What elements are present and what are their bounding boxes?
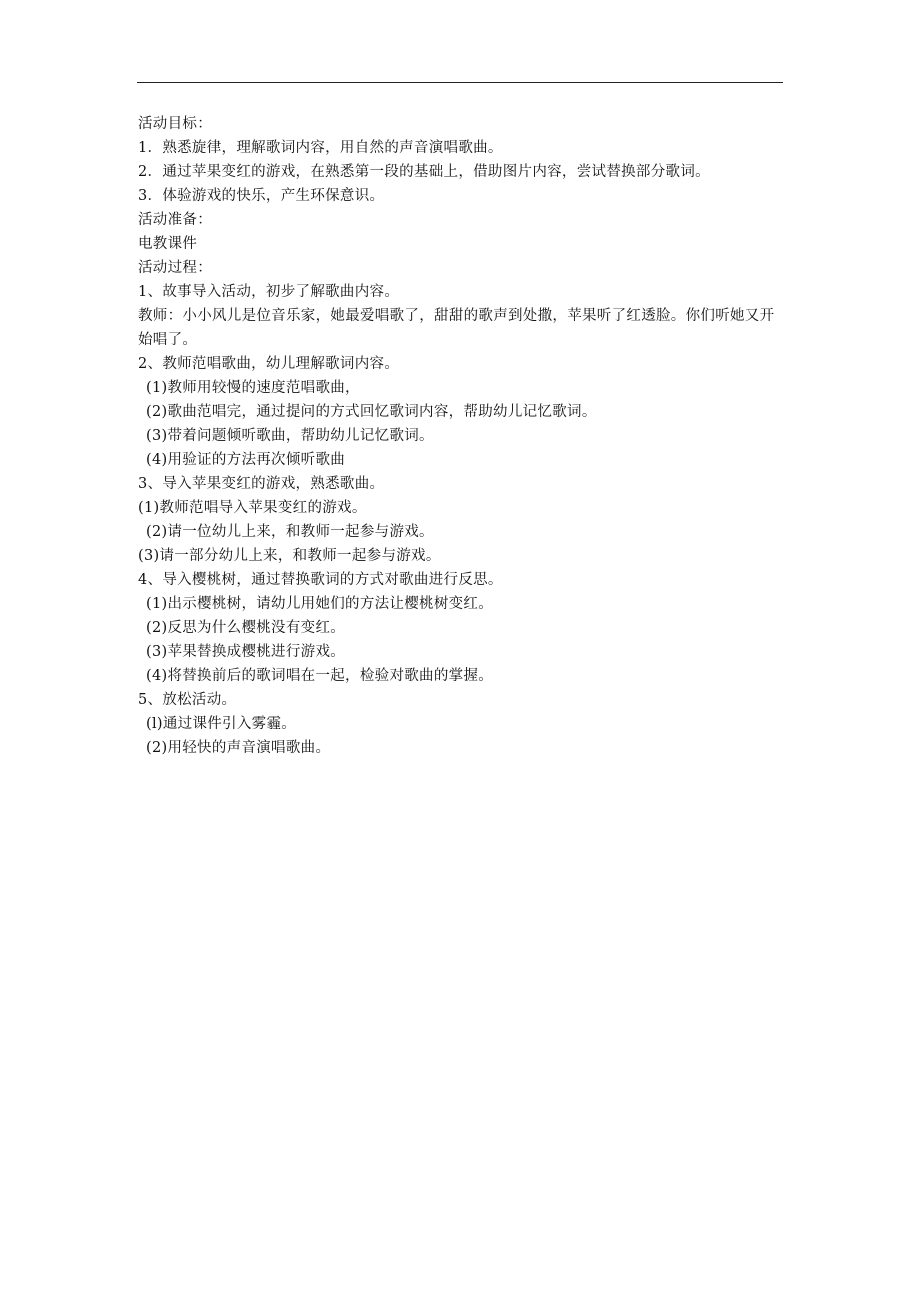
document-body [138, 112, 786, 760]
step-2-sub-3: (3)带着问题倾听歌曲，帮助幼儿记忆歌词。 [146, 428, 434, 444]
process-step-2: 2、教师范唱歌曲，幼儿理解歌词内容。 [138, 356, 400, 372]
step-3-sub-3: (3)请一部分幼儿上来，和教师一起参与游戏。 [138, 548, 441, 564]
section-heading-process: 活动过程： [138, 260, 212, 276]
process-step-5: 5、放松活动。 [138, 692, 237, 708]
goal-item-3: 3．体验游戏的快乐，产生环保意识。 [138, 188, 385, 204]
preparation-item: 电教课件 [138, 236, 198, 252]
section-heading-goals: 活动目标： [138, 116, 212, 132]
step-5-sub-2: (2)用轻快的声音演唱歌曲。 [146, 740, 331, 756]
goal-item-2: 2．通过苹果变红的游戏，在熟悉第一段的基础上，借助图片内容，尝试替换部分歌词。 [138, 164, 710, 180]
process-step-3: 3、导入苹果变红的游戏，熟悉歌曲。 [138, 476, 385, 492]
goal-item-1: 1．熟悉旋律，理解歌词内容，用自然的声音演唱歌曲。 [138, 140, 503, 156]
step-3-sub-2: (2)请一位幼儿上来，和教师一起参与游戏。 [146, 524, 434, 540]
step-4-sub-4: (4)将替换前后的歌词唱在一起，检验对歌曲的掌握。 [146, 668, 494, 684]
step-4-sub-2: (2)反思为什么樱桃没有变红。 [146, 620, 346, 636]
header-rule [137, 82, 783, 83]
teacher-dialogue: 教师：小小风儿是位音乐家，她最爱唱歌了，甜甜的歌声到处撒，苹果听了红透脸。你们听她又开始唱了。 [138, 308, 775, 348]
step-3-sub-1: (1)教师范唱导入苹果变红的游戏。 [138, 500, 367, 516]
process-step-4: 4、导入樱桃树，通过替换歌词的方式对歌曲进行反思。 [138, 572, 503, 588]
step-4-sub-1: (1)出示樱桃树，请幼儿用她们的方法让樱桃树变红。 [146, 596, 494, 612]
process-step-1: 1、故事导入活动，初步了解歌曲内容。 [138, 284, 400, 300]
step-2-sub-2: (2)歌曲范唱完，通过提问的方式回忆歌词内容，帮助幼儿记忆歌词。 [146, 404, 597, 420]
step-2-sub-4: (4)用验证的方法再次倾听歌曲 [146, 452, 346, 468]
step-2-sub-1: (1)教师用较慢的速度范唱歌曲， [146, 380, 360, 396]
section-heading-preparation: 活动准备： [138, 212, 212, 228]
step-4-sub-3: (3)苹果替换成樱桃进行游戏。 [146, 644, 346, 660]
step-5-sub-1: (l)通过课件引入雾霾。 [146, 716, 297, 732]
